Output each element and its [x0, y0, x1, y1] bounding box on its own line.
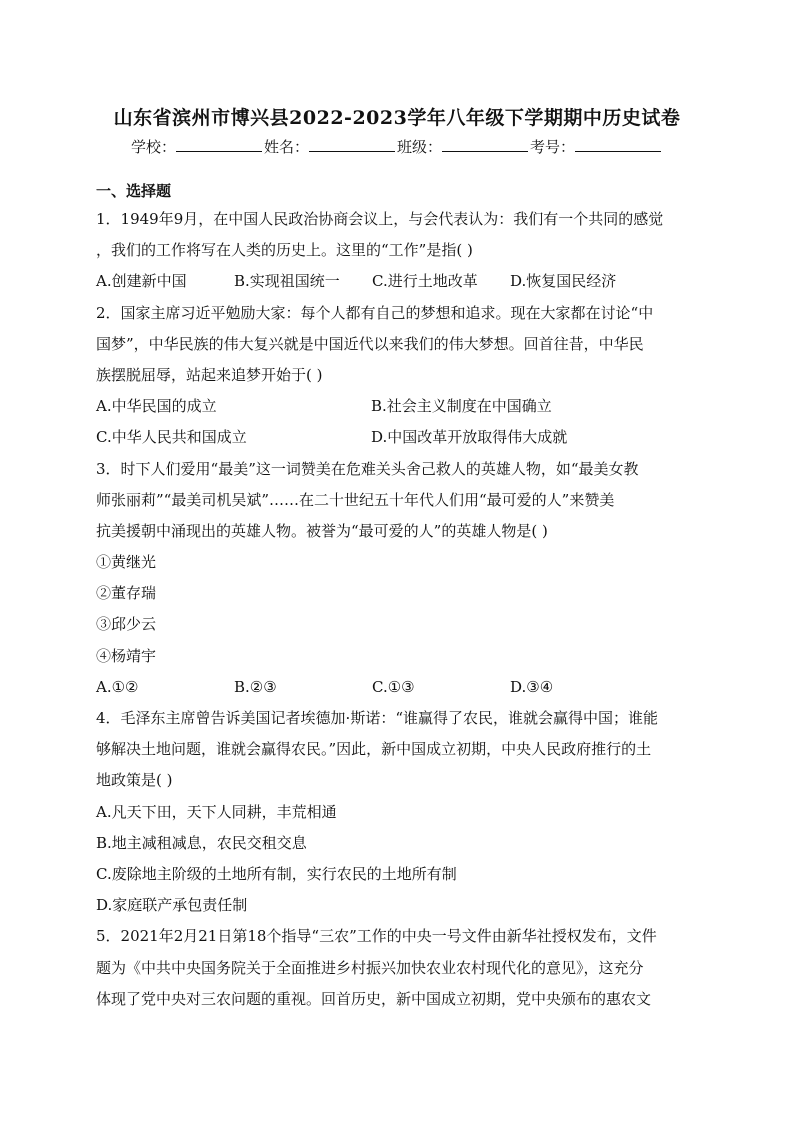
- name-blank[interactable]: [309, 136, 395, 152]
- q5-stem-line2: 题为《中共中央国务院关于全面推进乡村振兴加快农业农村现代化的意见》，这充分: [96, 958, 644, 977]
- q3-option-d[interactable]: D.③④: [510, 677, 554, 696]
- q3-option-b[interactable]: B.②③: [234, 677, 277, 696]
- q2-stem-line1: 2．国家主席习近平勉励大家：每个人都有自己的梦想和追求。现在大家都在讨论“中: [96, 303, 654, 322]
- q2-options-row1: [96, 391, 706, 422]
- class-label: 班级：: [397, 138, 443, 156]
- q1-stem-line2: ，我们的工作将写在人类的历史上。这里的“工作”是指( ): [96, 241, 473, 260]
- q4-option-c[interactable]: C.废除地主阶级的土地所有制，实行农民的土地所有制: [96, 864, 457, 883]
- q5-stem-line3: 体现了党中央对三农问题的重视。回首历史，新中国成立初期，党中央颁布的惠农文: [96, 989, 652, 1008]
- q4-stem-line1: 4．毛泽东主席曾告诉美国记者埃德加·斯诺：“谁赢得了农民，谁就会赢得中国；谁能: [96, 709, 658, 727]
- q4-stem-line2: 够解决土地问题，谁就会赢得农民。”因此，新中国成立初期，中央人民政府推行的土: [96, 740, 652, 759]
- q3-item-2: ②董存瑞: [96, 584, 157, 603]
- q5-stem-line1: 5．2021年2月21日第18个指导“三农”工作的中央一号文件由新华社授权发布，文件: [96, 927, 657, 946]
- number-blank[interactable]: [575, 136, 661, 152]
- q1-option-c[interactable]: C.进行土地改革: [372, 272, 478, 291]
- class-blank[interactable]: [442, 136, 528, 152]
- q1-option-d[interactable]: D.恢复国民经济: [510, 272, 617, 291]
- q4-option-d[interactable]: D.家庭联产承包责任制: [96, 896, 248, 915]
- q3-option-a[interactable]: A.①②: [96, 677, 139, 696]
- q4-option-a[interactable]: A.凡天下田，天下人同耕，丰荒相通: [96, 802, 337, 821]
- q2-option-c[interactable]: C.中华人民共和国成立: [96, 428, 247, 447]
- q2-option-b[interactable]: B.社会主义制度在中国确立: [371, 397, 552, 416]
- q3-item-3: ③邱少云: [96, 615, 157, 634]
- q3-stem-line3: 抗美援朝中涌现出的英雄人物。被誉为“最可爱的人”的英雄人物是( ): [96, 521, 548, 540]
- q1-option-a[interactable]: A.创建新中国: [96, 272, 187, 291]
- section-heading: 一、选择题: [96, 182, 172, 200]
- q2-stem-line2: 国梦”，中华民族的伟大复兴就是中国近代以来我们的伟大梦想。回首往昔，中华民: [96, 334, 644, 353]
- number-label: 考号：: [530, 138, 576, 156]
- q4-stem-line3: 地政策是( ): [96, 771, 173, 790]
- name-label: 姓名：: [263, 138, 309, 156]
- school-blank[interactable]: [176, 136, 262, 152]
- q1-stem-line1: 1．1949年9月，在中国人民政治协商会议上，与会代表认为：我们有一个共同的感觉: [96, 210, 664, 228]
- q3-item-4: ④杨靖宇: [96, 646, 157, 665]
- q2-stem-line3: 族摆脱屈辱，站起来追梦开始于( ): [96, 365, 323, 384]
- q2-option-d[interactable]: D.中国改革开放取得伟大成就: [371, 428, 568, 447]
- exam-content: [96, 178, 706, 1015]
- q4-option-b[interactable]: B.地主减租减息，农民交租交息: [96, 833, 307, 852]
- q1-option-b[interactable]: B.实现祖国统一: [234, 272, 340, 291]
- student-info-line: [0, 136, 794, 157]
- school-label: 学校：: [130, 138, 176, 156]
- q3-stem-line2: 师张丽莉”“最美司机吴斌”……在二十世纪五十年代人们用“最可爱的人”来赞美: [96, 490, 615, 509]
- exam-title: 山东省滨州市博兴县2022-2023学年八年级下学期期中历史试卷: [113, 107, 681, 129]
- q3-stem-line1: 3．时下人们爱用“最美”这一词赞美在危难关头舍己救人的英雄人物，如“最美女教: [96, 459, 639, 478]
- q3-options: [96, 672, 706, 703]
- q3-item-1: ①黄继光: [96, 553, 157, 572]
- q2-options-row2: [96, 422, 706, 453]
- q1-options: [96, 266, 706, 297]
- q3-option-c[interactable]: C.①③: [372, 677, 415, 696]
- q2-option-a[interactable]: A.中华民国的成立: [96, 397, 217, 416]
